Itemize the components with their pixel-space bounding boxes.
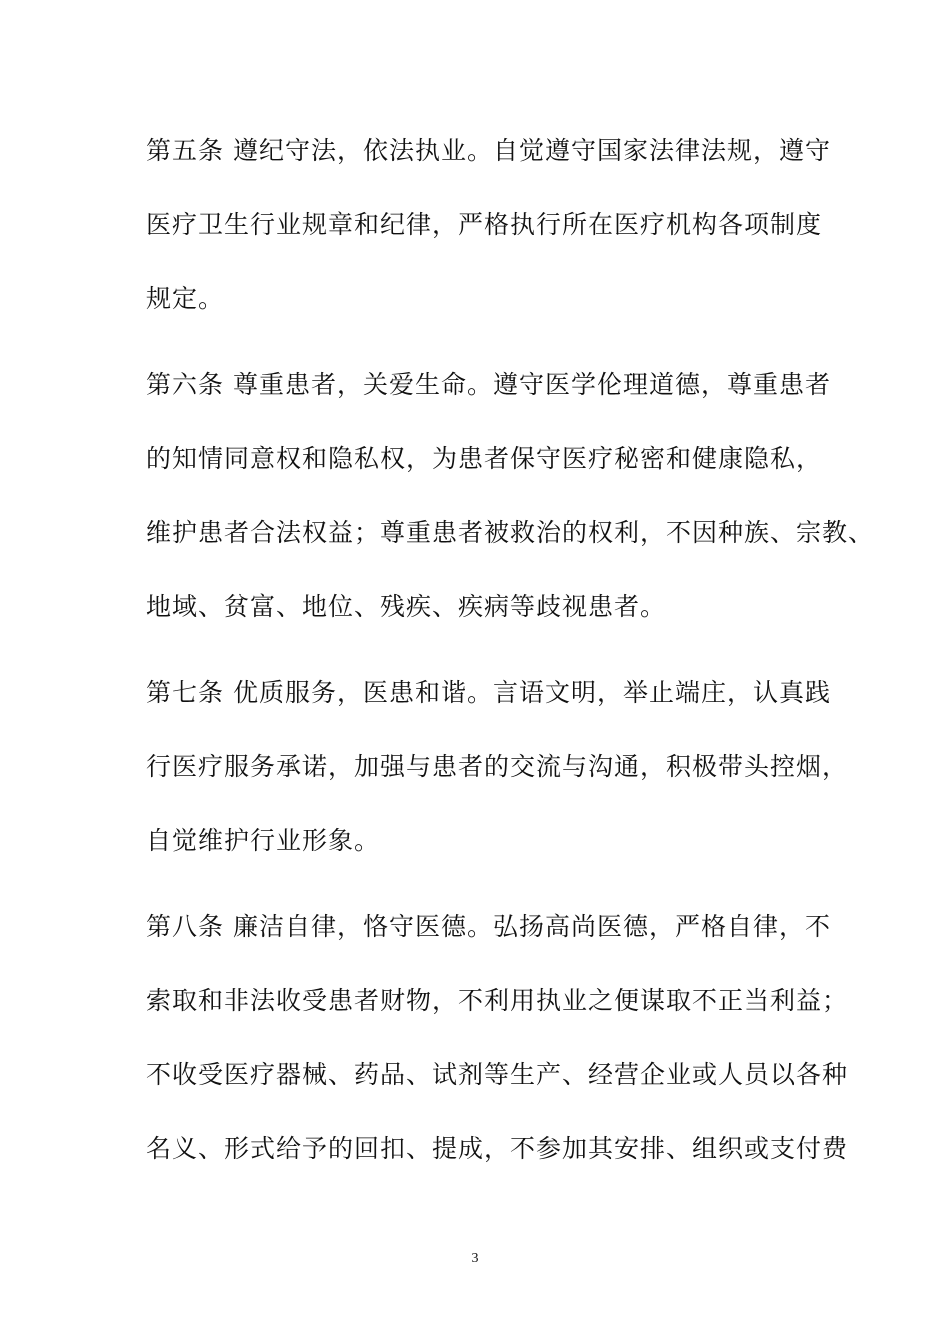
text-line: 名义、形式给予的回扣、提成，不参加其安排、组织或支付费: [146, 1134, 849, 1163]
text-line: 的知情同意权和隐私权，为患者保守医疗秘密和健康隐私，: [146, 444, 823, 473]
text-line: 维护患者合法权益；尊重患者被救治的权利，不因种族、宗教、: [146, 518, 875, 547]
text-line: 第六条 尊重患者，关爱生命。遵守医学伦理道德，尊重患者: [146, 370, 831, 399]
page-number: 3: [471, 1251, 479, 1266]
text-line: 地域、贫富、地位、残疾、疾病等歧视患者。: [146, 592, 667, 621]
text-line: 第八条 廉洁自律，恪守医德。弘扬高尚医德，严格自律，不: [146, 912, 831, 941]
text-line: 医疗卫生行业规章和纪律，严格执行所在医疗机构各项制度: [146, 210, 823, 239]
text-line: 第七条 优质服务，医患和谐。言语文明，举止端庄，认真践: [146, 678, 831, 707]
text-line: 第五条 遵纪守法，依法执业。自觉遵守国家法律法规，遵守: [146, 136, 831, 165]
text-line: 索取和非法收受患者财物，不利用执业之便谋取不正当利益；: [146, 986, 849, 1015]
text-line: 行医疗服务承诺，加强与患者的交流与沟通，积极带头控烟，: [146, 752, 849, 781]
text-line: 规定。: [146, 284, 225, 313]
text-line: 自觉维护行业形象。: [146, 826, 381, 855]
text-line: 不收受医疗器械、药品、试剂等生产、经营企业或人员以各种: [146, 1060, 849, 1089]
